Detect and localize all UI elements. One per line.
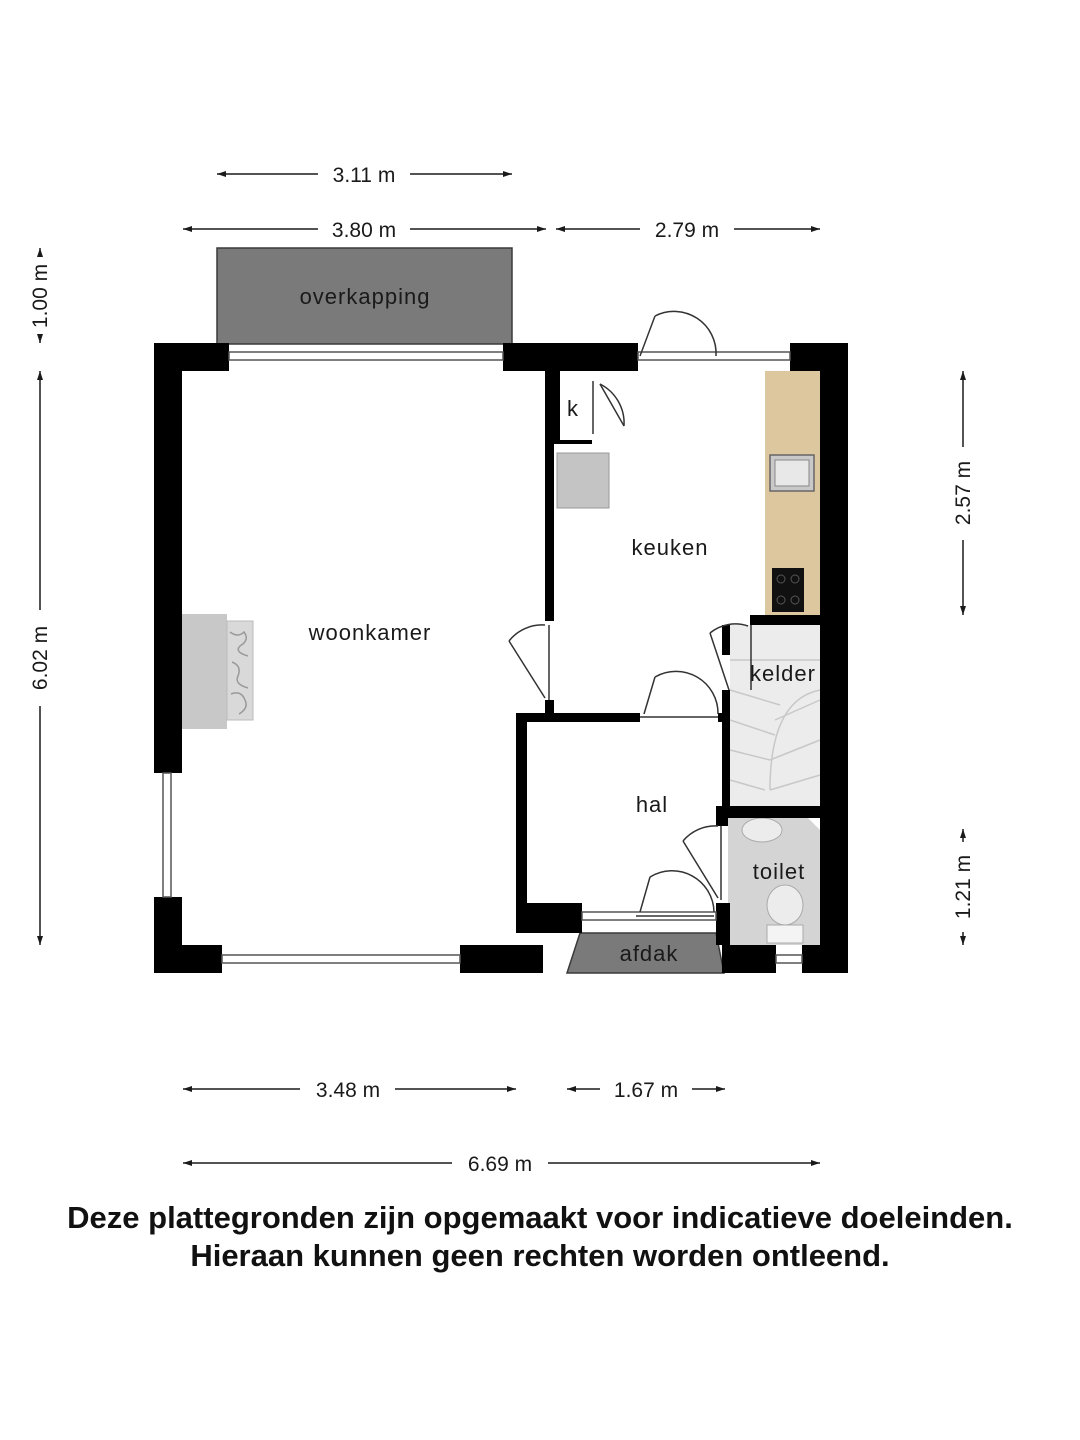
- wall-toilet-left: [716, 818, 728, 826]
- wall-bottom-mid-left: [460, 945, 543, 973]
- wall-interior-vertical-a: [545, 371, 554, 621]
- wall-kelder-top: [750, 615, 820, 625]
- dim-label-bottom-hal: 1.67 m: [613, 1079, 679, 1102]
- room-label-kelder: kelder: [750, 661, 816, 686]
- door-swing: [655, 671, 718, 714]
- door-leaf: [509, 641, 545, 698]
- wall-interior-hal-left: [516, 713, 527, 913]
- windows: [163, 352, 802, 963]
- window-left-woonkamer: [163, 773, 171, 897]
- dim-label-right-keuken: 2.57 m: [952, 460, 975, 526]
- door-leaf: [640, 877, 650, 912]
- wall-interior-horizontal: [516, 713, 640, 722]
- cooktop-icon: [772, 568, 804, 612]
- wall-bottom-right-b: [722, 945, 776, 973]
- room-label-keuken: keuken: [631, 535, 709, 560]
- wall-kelder-left-b: [722, 690, 730, 810]
- wall-bottom-right-a: [716, 903, 730, 945]
- window-top-woonkamer: [229, 352, 503, 360]
- dim-label-top-keuken: 2.79 m: [654, 219, 720, 242]
- wall-left-upper: [154, 343, 182, 773]
- washbasin-icon: [742, 818, 782, 842]
- disclaimer-line-2: Hieraan kunnen geen rechten worden ontleend.: [190, 1238, 890, 1273]
- dim-label-top-overkapping: 3.11 m: [332, 164, 396, 187]
- dim-label-left-total: 6.02 m: [29, 625, 52, 691]
- toilet-tank-icon: [767, 925, 803, 943]
- wall-closet-bottom: [554, 440, 592, 444]
- dim-label-bottom-woonkamer: 3.48 m: [315, 1079, 381, 1102]
- fireplace-hearth: [227, 621, 253, 720]
- door-swing: [655, 311, 716, 356]
- wall-top-mid: [503, 343, 638, 371]
- room-label-afdak: afdak: [619, 941, 679, 966]
- room-label-toilet: toilet: [752, 859, 806, 884]
- window-top-keuken: [638, 352, 790, 360]
- door-keuken-back: [640, 316, 655, 356]
- wall-bottom-left: [154, 945, 222, 973]
- disclaimer-line-1: Deze plattegronden zijn opgemaakt voor indicatieve doeleinden.: [67, 1200, 1013, 1235]
- fridge-icon: [557, 453, 609, 508]
- room-label-overkapping: overkapping: [299, 284, 431, 309]
- door-leaf: [683, 841, 718, 898]
- wall-bottom-right-c: [802, 945, 848, 973]
- door-swing: [509, 625, 545, 641]
- wall-toilet-top: [716, 806, 820, 818]
- fireplace-icon: [182, 614, 227, 729]
- wall-closet-top: [554, 371, 560, 443]
- window-bottom-woonkamer: [222, 955, 460, 963]
- room-label-k: k: [567, 396, 579, 421]
- toilet-bowl-icon: [767, 885, 803, 925]
- window-bottom-toilet: [776, 955, 802, 963]
- wall-right: [820, 343, 848, 973]
- dim-label-bottom-total: 6.69 m: [467, 1153, 533, 1176]
- wall-kelder-left: [722, 625, 730, 655]
- dim-label-left-overkapping: 1.00 m: [29, 263, 52, 329]
- door-leaf: [644, 677, 655, 714]
- dim-label-top-woonkamer: 3.80 m: [331, 219, 397, 242]
- sink-basin: [775, 460, 809, 486]
- door-swing: [683, 826, 718, 841]
- dim-label-right-toilet: 1.21 m: [952, 854, 975, 920]
- room-label-hal: hal: [635, 792, 669, 817]
- room-label-woonkamer: woonkamer: [308, 620, 432, 645]
